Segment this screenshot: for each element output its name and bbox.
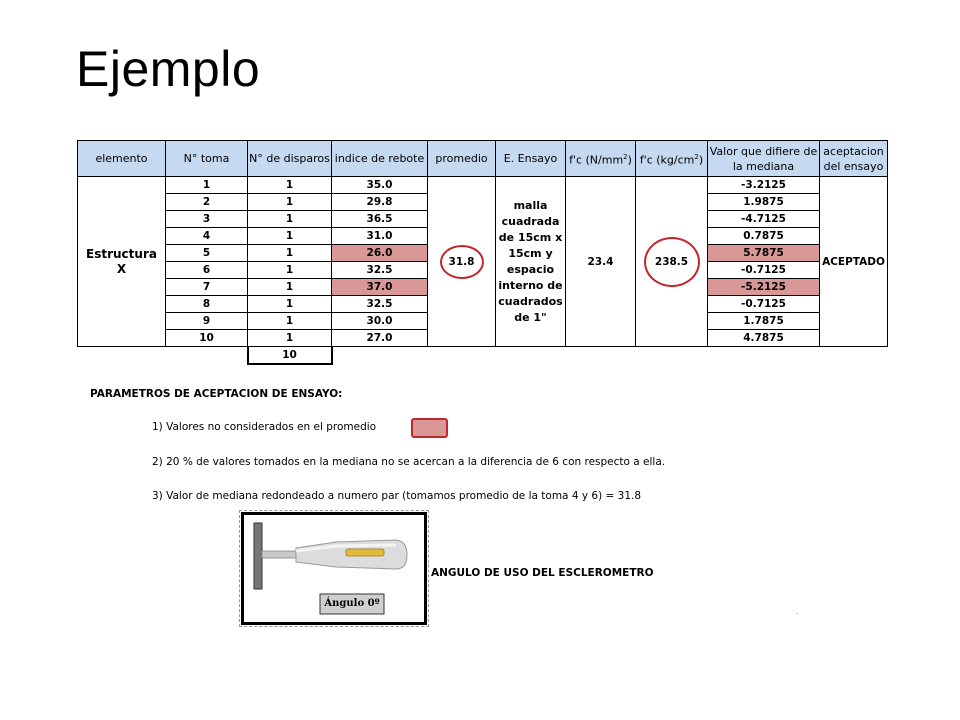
total-disparos-cell: 10 <box>248 347 332 365</box>
rebote-cell: 35.0 <box>332 177 428 194</box>
param-item-2: 2) 20 % de valores tomados en la mediana no se acercan a la diferencia de 6 con respecto a ella. <box>152 456 666 468</box>
toma-cell: 4 <box>166 228 248 245</box>
rebote-cell: 31.0 <box>332 228 428 245</box>
header-disparos: N° de disparos <box>248 141 332 177</box>
disparos-cell: 1 <box>248 245 332 262</box>
toma-cell: 6 <box>166 262 248 279</box>
sclerometer-caption: ANGULO DE USO DEL ESCLEROMETRO <box>431 567 654 579</box>
valor-cell: -4.7125 <box>708 211 820 228</box>
toma-cell: 9 <box>166 313 248 330</box>
valor-cell: -0.7125 <box>708 262 820 279</box>
header-fc-kg: f'c $(kg/cm^2)$ <box>636 141 708 177</box>
disparos-cell: 1 <box>248 296 332 313</box>
elemento-cell: Estructura X <box>78 177 166 347</box>
aceptacion-cell: ACEPTADO <box>820 177 888 347</box>
sclerometer-image <box>241 512 427 625</box>
fc-n-cell: 23.4 <box>566 177 636 347</box>
disparos-cell: 1 <box>248 279 332 296</box>
valor-cell: 1.9875 <box>708 194 820 211</box>
rebote-cell: 26.0 <box>332 245 428 262</box>
disparos-cell: 1 <box>248 177 332 194</box>
valor-cell: 4.7875 <box>708 330 820 347</box>
rebote-cell: 30.0 <box>332 313 428 330</box>
table-row <box>78 177 888 194</box>
toma-cell: 7 <box>166 279 248 296</box>
promedio-cell <box>428 177 496 347</box>
rebote-cell: 29.8 <box>332 194 428 211</box>
stray-dot: . <box>796 607 799 616</box>
toma-cell: 3 <box>166 211 248 228</box>
angle-label: Ángulo 0º <box>324 598 380 609</box>
fc-kg-cell <box>636 177 708 347</box>
valor-cell: -0.7125 <box>708 296 820 313</box>
toma-cell: 8 <box>166 296 248 313</box>
highlight-legend-swatch <box>411 418 448 438</box>
disparos-cell: 1 <box>248 262 332 279</box>
valor-cell: 5.7875 <box>708 245 820 262</box>
rebote-cell: 32.5 <box>332 296 428 313</box>
toma-cell: 10 <box>166 330 248 347</box>
disparos-cell: 1 <box>248 194 332 211</box>
rebote-cell: 32.5 <box>332 262 428 279</box>
promedio-circled-value: 31.8 <box>440 245 484 279</box>
header-toma: N° toma <box>166 141 248 177</box>
blank-cell <box>78 347 248 365</box>
fc-kg-circled-value: 238.5 <box>644 237 700 287</box>
header-fc-n: f'c $(N/mm^2)$ <box>566 141 636 177</box>
disparos-cell: 1 <box>248 330 332 347</box>
totals-row <box>78 347 888 365</box>
disparos-cell: 1 <box>248 211 332 228</box>
header-promedio: promedio <box>428 141 496 177</box>
header-valor: Valor que difiere de la mediana <box>708 141 820 177</box>
param-item-1: 1) Valores no considerados en el promedio <box>152 421 377 433</box>
rebote-cell: 37.0 <box>332 279 428 296</box>
disparos-cell: 1 <box>248 313 332 330</box>
table-body <box>78 177 888 365</box>
header-elemento: elemento <box>78 141 166 177</box>
valor-cell: 1.7875 <box>708 313 820 330</box>
table-header-row <box>78 141 888 177</box>
slide-title: Ejemplo <box>76 41 261 97</box>
toma-cell: 5 <box>166 245 248 262</box>
header-aceptacion: aceptacion del ensayo <box>820 141 888 177</box>
toma-cell: 2 <box>166 194 248 211</box>
rebound-table <box>77 140 888 365</box>
rebote-cell: 27.0 <box>332 330 428 347</box>
valor-cell: 0.7875 <box>708 228 820 245</box>
params-heading: PARAMETROS DE ACEPTACION DE ENSAYO: <box>90 388 343 400</box>
header-rebote: indice de rebote <box>332 141 428 177</box>
disparos-cell: 1 <box>248 228 332 245</box>
header-ensayo: E. Ensayo <box>496 141 566 177</box>
toma-cell: 1 <box>166 177 248 194</box>
valor-cell: -5.2125 <box>708 279 820 296</box>
param-item-3: 3) Valor de mediana redondeado a numero par (tomamos promedio de la toma 4 y 6) = 31.8 <box>152 490 642 502</box>
rebote-cell: 36.5 <box>332 211 428 228</box>
ensayo-cell: malla cuadrada de 15cm x 15cm y espacio interno de cuadrados de 1" <box>496 177 566 347</box>
valor-cell: -3.2125 <box>708 177 820 194</box>
